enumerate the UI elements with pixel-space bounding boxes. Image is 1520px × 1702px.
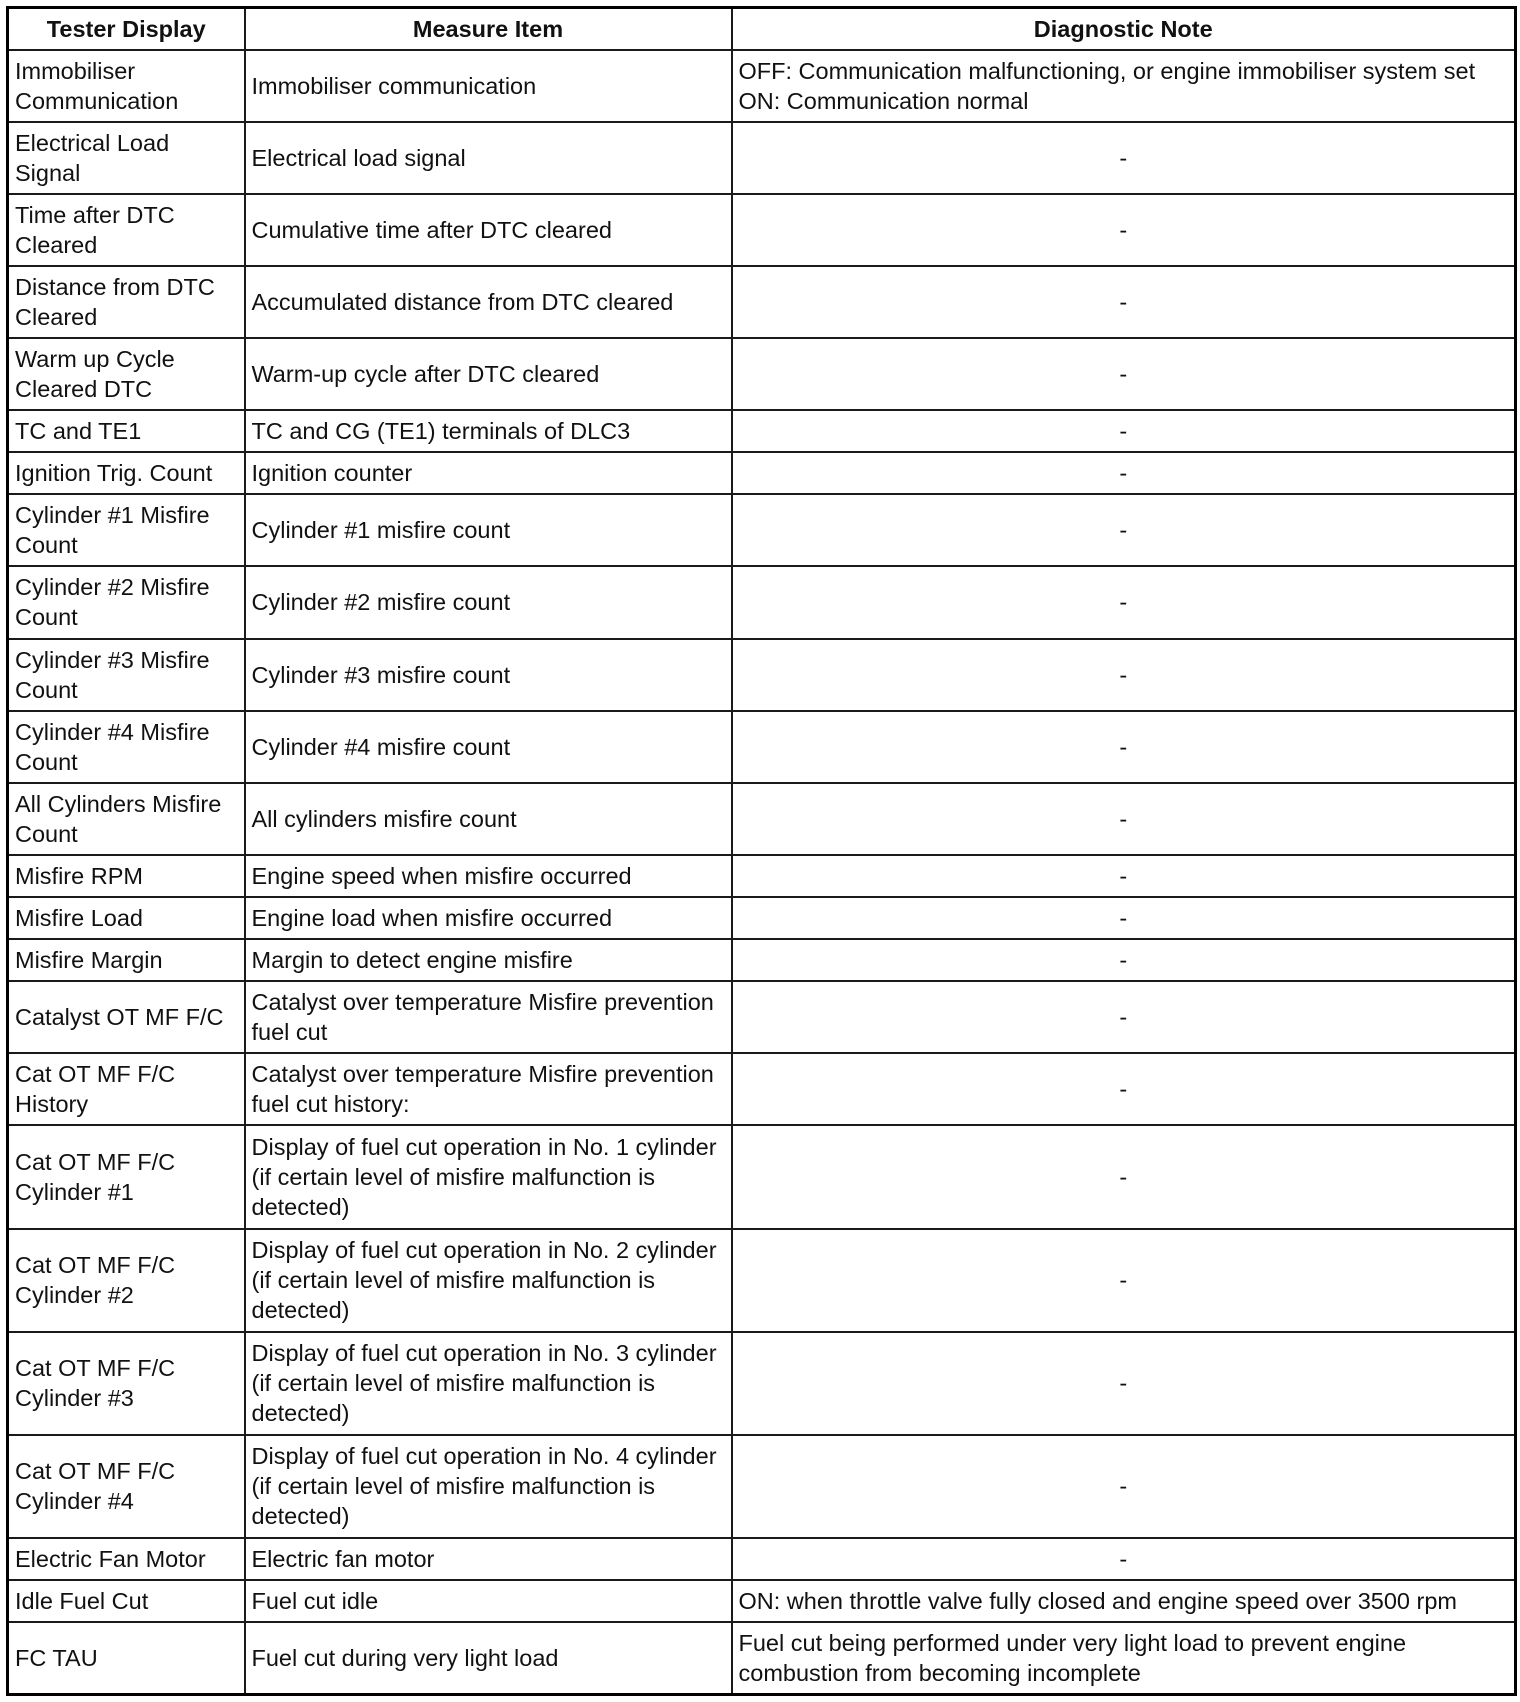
cell-measure-item: Cylinder #1 misfire count — [245, 494, 732, 566]
cell-measure-item: Catalyst over temperature Misfire prevention fuel cut history: — [245, 1053, 732, 1125]
cell-diagnostic-note: - — [732, 494, 1516, 566]
table-row — [8, 783, 1516, 855]
cell-measure-item: Cylinder #2 misfire count — [245, 566, 732, 638]
cell-diagnostic-note: - — [732, 711, 1516, 783]
cell-diagnostic-note: - — [732, 1229, 1516, 1332]
table-row — [8, 1538, 1516, 1580]
cell-tester-display: Idle Fuel Cut — [8, 1580, 245, 1622]
table-row — [8, 897, 1516, 939]
cell-measure-item: Fuel cut during very light load — [245, 1622, 732, 1694]
table-row — [8, 50, 1516, 122]
cell-tester-display: Cylinder #2 Misfire Count — [8, 566, 245, 638]
cell-diagnostic-note: - — [732, 266, 1516, 338]
table-row — [8, 855, 1516, 897]
cell-measure-item: Immobiliser communication — [245, 50, 732, 122]
table-row — [8, 494, 1516, 566]
table-row — [8, 338, 1516, 410]
cell-tester-display: FC TAU — [8, 1622, 245, 1694]
header-tester-display: Tester Display — [8, 8, 245, 50]
cell-diagnostic-note: ON: when throttle valve fully closed and engine speed over 3500 rpm — [732, 1580, 1516, 1622]
cell-tester-display: Misfire Load — [8, 897, 245, 939]
cell-diagnostic-note: - — [732, 981, 1516, 1053]
cell-tester-display: Cat OT MF F/C Cylinder #4 — [8, 1435, 245, 1538]
cell-tester-display: Cat OT MF F/C Cylinder #2 — [8, 1229, 245, 1332]
cell-diagnostic-note: - — [732, 1435, 1516, 1538]
cell-tester-display: Warm up Cycle Cleared DTC — [8, 338, 245, 410]
cell-measure-item: Display of fuel cut operation in No. 2 cylinder (if certain level of misfire malfunction is detected) — [245, 1229, 732, 1332]
cell-diagnostic-note: - — [732, 855, 1516, 897]
cell-tester-display: Cat OT MF F/C Cylinder #3 — [8, 1332, 245, 1435]
cell-measure-item: Cumulative time after DTC cleared — [245, 194, 732, 266]
cell-tester-display: Cat OT MF F/C Cylinder #1 — [8, 1125, 245, 1228]
table-row — [8, 639, 1516, 711]
table-body — [8, 50, 1516, 1695]
cell-tester-display: Electric Fan Motor — [8, 1538, 245, 1580]
cell-tester-display: Time after DTC Cleared — [8, 194, 245, 266]
table-row — [8, 1622, 1516, 1694]
cell-measure-item: All cylinders misfire count — [245, 783, 732, 855]
cell-tester-display: Distance from DTC Cleared — [8, 266, 245, 338]
header-measure-item: Measure Item — [245, 8, 732, 50]
table-row — [8, 1053, 1516, 1125]
cell-diagnostic-note: - — [732, 783, 1516, 855]
cell-measure-item: Display of fuel cut operation in No. 3 cylinder (if certain level of misfire malfunction is detected) — [245, 1332, 732, 1435]
cell-measure-item: Cylinder #3 misfire count — [245, 639, 732, 711]
cell-diagnostic-note: - — [732, 639, 1516, 711]
cell-diagnostic-note: - — [732, 1332, 1516, 1435]
table-row — [8, 1229, 1516, 1332]
table-row — [8, 981, 1516, 1053]
cell-diagnostic-note: OFF: Communication malfunctioning, or engine immobiliser system set ON: Communication normal — [732, 50, 1516, 122]
cell-tester-display: Misfire RPM — [8, 855, 245, 897]
table-row — [8, 194, 1516, 266]
table-header-row — [8, 8, 1516, 50]
table-row — [8, 266, 1516, 338]
cell-tester-display: TC and TE1 — [8, 410, 245, 452]
cell-tester-display: Misfire Margin — [8, 939, 245, 981]
table-row — [8, 1125, 1516, 1228]
cell-tester-display: Catalyst OT MF F/C — [8, 981, 245, 1053]
cell-measure-item: Accumulated distance from DTC cleared — [245, 266, 732, 338]
header-diagnostic-note: Diagnostic Note — [732, 8, 1516, 50]
cell-diagnostic-note: - — [732, 1053, 1516, 1125]
table-row — [8, 1332, 1516, 1435]
cell-diagnostic-note: - — [732, 338, 1516, 410]
cell-tester-display: All Cylinders Misfire Count — [8, 783, 245, 855]
cell-tester-display: Immobiliser Communication — [8, 50, 245, 122]
cell-diagnostic-note: Fuel cut being performed under very light load to prevent engine combustion from becoming incomplete — [732, 1622, 1516, 1694]
tester-data-table — [6, 6, 1517, 1696]
cell-measure-item: Engine load when misfire occurred — [245, 897, 732, 939]
cell-diagnostic-note: - — [732, 194, 1516, 266]
cell-measure-item: Margin to detect engine misfire — [245, 939, 732, 981]
cell-measure-item: Warm-up cycle after DTC cleared — [245, 338, 732, 410]
cell-diagnostic-note: - — [732, 410, 1516, 452]
cell-measure-item: Display of fuel cut operation in No. 1 cylinder (if certain level of misfire malfunction is detected) — [245, 1125, 732, 1228]
cell-tester-display: Electrical Load Signal — [8, 122, 245, 194]
table-row — [8, 452, 1516, 494]
cell-measure-item: Cylinder #4 misfire count — [245, 711, 732, 783]
cell-measure-item: TC and CG (TE1) terminals of DLC3 — [245, 410, 732, 452]
cell-diagnostic-note: - — [732, 122, 1516, 194]
table-row — [8, 1580, 1516, 1622]
table-row — [8, 122, 1516, 194]
cell-measure-item: Ignition counter — [245, 452, 732, 494]
cell-diagnostic-note: - — [732, 897, 1516, 939]
cell-measure-item: Display of fuel cut operation in No. 4 cylinder (if certain level of misfire malfunction is detected) — [245, 1435, 732, 1538]
table-row — [8, 1435, 1516, 1538]
cell-tester-display: Cylinder #1 Misfire Count — [8, 494, 245, 566]
cell-tester-display: Cylinder #4 Misfire Count — [8, 711, 245, 783]
table-row — [8, 410, 1516, 452]
cell-diagnostic-note: - — [732, 452, 1516, 494]
cell-diagnostic-note: - — [732, 566, 1516, 638]
table-row — [8, 939, 1516, 981]
cell-diagnostic-note: - — [732, 939, 1516, 981]
cell-tester-display: Cat OT MF F/C History — [8, 1053, 245, 1125]
cell-diagnostic-note: - — [732, 1125, 1516, 1228]
cell-measure-item: Electrical load signal — [245, 122, 732, 194]
cell-measure-item: Fuel cut idle — [245, 1580, 732, 1622]
cell-tester-display: Cylinder #3 Misfire Count — [8, 639, 245, 711]
cell-measure-item: Catalyst over temperature Misfire prevention fuel cut — [245, 981, 732, 1053]
cell-measure-item: Engine speed when misfire occurred — [245, 855, 732, 897]
table-row — [8, 711, 1516, 783]
cell-tester-display: Ignition Trig. Count — [8, 452, 245, 494]
cell-diagnostic-note: - — [732, 1538, 1516, 1580]
cell-measure-item: Electric fan motor — [245, 1538, 732, 1580]
table-row — [8, 566, 1516, 638]
